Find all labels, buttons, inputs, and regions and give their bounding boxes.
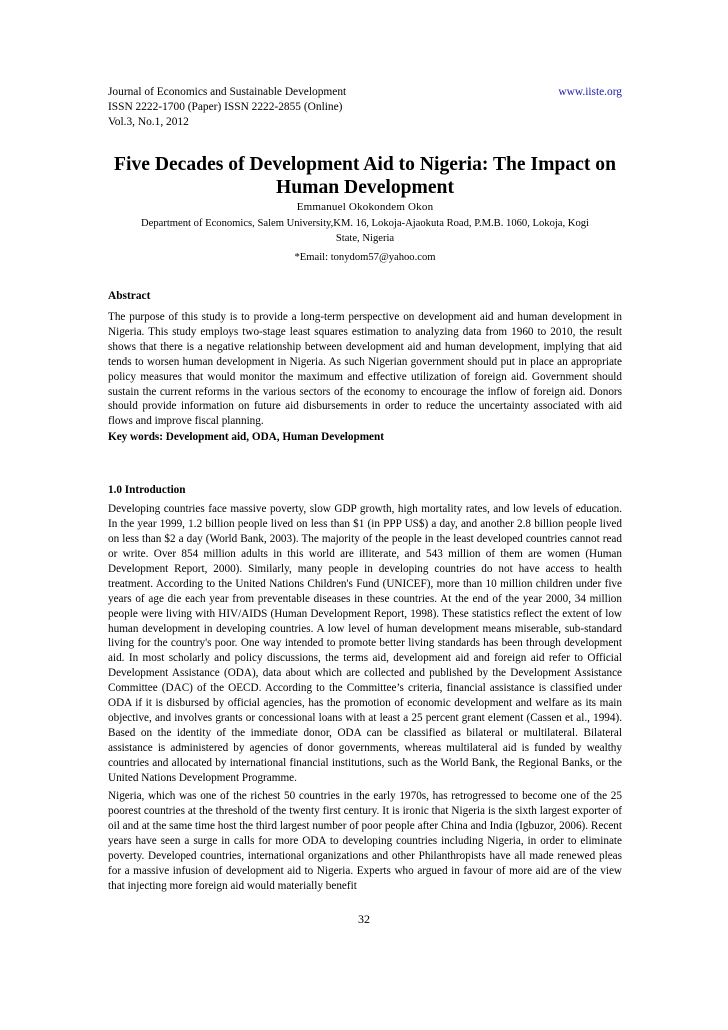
abstract-text: The purpose of this study is to provide a long-term perspective on development aid and human development in Nigeria. This study employs two-stage least squares estimation to analyzing data from 1960 to 2010, the result shows that there is a negative relationship between development aid and human development, implying that aid tends to worsen human development in Nigeria. As such Nigerian government should put in place an appropriate policy measures that would monitor the maximum and effective utilization of foreign aid. Government should sustain the current reforms in the various sectors of the economy to encourage the inflow of foreign aid. Donors should provide information on future aid disbursements in order to reduce the uncertainty associated with aid flows and improve fiscal planning. [108, 311, 622, 428]
author-affiliation: Department of Economics, Salem University,KM. 16, Lokoja-Ajaokuta Road, P.M.B. 1060, Lokoja, Kogi State, Nigeria [140, 218, 589, 244]
keywords: Key words: Development aid, ODA, Human Development [108, 431, 384, 444]
journal-header [108, 85, 622, 130]
journal-url-link[interactable]: www.iiste.org [558, 86, 622, 98]
journal-issn: ISSN 2222-1700 (Paper) ISSN 2222-2855 (Online) [108, 101, 343, 113]
introduction-paragraph-2: Nigeria, which was one of the richest 50 countries in the early 1970s, has retrogressed to become one of the 25 poorest countries at the threshold of the twenty first century. It is ironic that Nigeria is the sixth largest exporter of oil and at the same time host the third largest number of poor people after China and India (Igbuzor, 2006). Recent years have seen a surge in calls for more ODA to developing countries including Nigeria, in order to eliminate poverty. Developed countries, international organizations and other Philanthropists have all made renewed pleas for a massive infusion of development aid to Nigeria. Experts who argued in favour of more aid are of the view that injecting more foreign aid would materially benefit [108, 790, 622, 892]
author-name: Emmanuel Okokondem Okon [296, 201, 434, 213]
introduction-heading: 1.0 Introduction [108, 484, 186, 497]
journal-volume: Vol.3, No.1, 2012 [108, 116, 189, 128]
paper-page [108, 85, 622, 894]
author-email: *Email: tonydom57@yahoo.com [294, 252, 436, 263]
journal-name: Journal of Economics and Sustainable Development [108, 86, 347, 98]
introduction-paragraph-1: Developing countries face massive poverty, slow GDP growth, high mortality rates, and low levels of education. In the year 1999, 1.2 billion people lived on less than $1 (in PPP US$) a day, and another 2.8 billion people lived on less than $2 a day (World Bank, 2003). The majority of the people in the least developed countries cannot read or write. Over 854 million adults in this world are illiterate, and 543 million of them are women (Human Development Report, 2000). Similarly, many people in developing countries do not have access to health treatment. According to the United Nations Children's Fund (UNICEF), more than 10 million children under five years of age die each year from preventable diseases in these countries. At the end of the year 2000, 34 million people were living with HIV/AIDS (Human Development Report, 1998). These statistics reflect the extent of low human development in developing countries. A low level of human development means miserable, sub-standard living for the country's poor. One way intended to promote better living standards has been through development aid. In most scholarly and policy discussions, the terms aid, development aid and foreign aid refer to Official Development Assistance (ODA), data about which are collected and published by the Development Assistance Committee (DAC) of the OECD. According to the Committee’s criteria, financial assistance is classified under ODA if it is disbursed by official agencies, has the promotion of economic development and welfare as its main objective, and involves grants or concessional loans with at least a 25 percent grant element (Cassen et al., 1994). Based on the identity of the immediate donor, ODA can be classified as bilateral or multilateral. Bilateral assistance is administered by agencies of donor governments, whereas multilateral aid is funded by wealthy countries and allocated by international financial institutions, such as the World Bank, the Regional Banks, or the United Nations Development Programme. [108, 503, 622, 784]
page-number: 32 [358, 912, 370, 926]
abstract-heading: Abstract [108, 290, 151, 302]
paper-title: Five Decades of Development Aid to Nigeria: The Impact on Human Development [114, 154, 616, 198]
